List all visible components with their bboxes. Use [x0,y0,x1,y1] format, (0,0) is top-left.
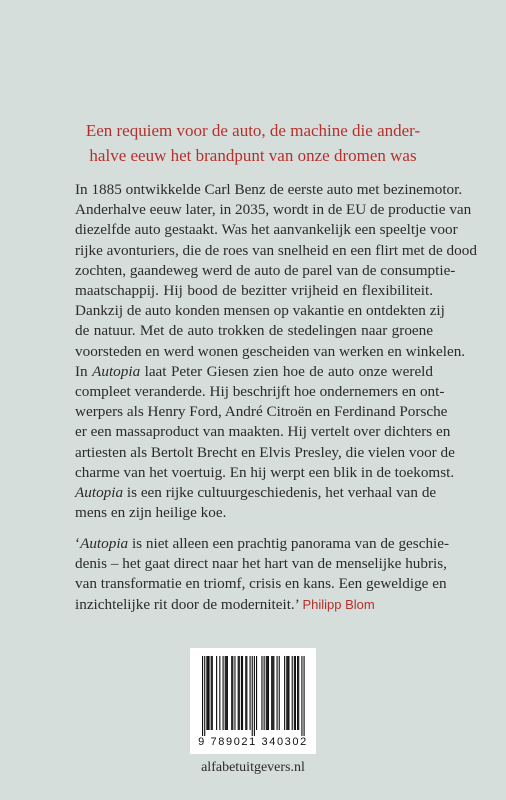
barcode-bar [287,656,288,730]
barcode-bar [246,656,247,730]
blurb-line: mens en zijn heilige koe. [75,504,227,522]
barcode-bar [234,656,235,730]
barcode-bar [212,656,213,730]
blurb-text-segment: is een rijke cultuurgeschiedenis, het verhaal van de [123,484,437,502]
barcode-bar [250,656,251,730]
barcode-bar [202,656,203,736]
barcode-bar [266,656,267,730]
blurb-text [75,180,477,523]
barcode-bar [204,656,205,736]
barcode-bar [273,656,274,730]
barcode-bar [207,656,208,730]
barcode [190,648,316,754]
blurb-line: Dankzij de auto konden mensen op vakantie en ontdekten zij [75,302,445,320]
barcode-bar [295,656,296,730]
barcode-bar [294,656,295,730]
barcode-bar [304,656,305,736]
barcode-bar [267,656,268,730]
blurb-line: zochten, gaandeweg werd de auto de parel van de consumptie- [75,261,456,279]
publisher-website: alfabetuitgevers.nl [201,760,305,775]
blurb-line [75,362,433,382]
blurb-line: voorsteden en werd wonen gescheiden van werken en winkelen. [75,342,466,360]
book-title-italic: Autopia [92,362,141,380]
barcode-bar [219,656,220,730]
barcode-bar [245,656,246,730]
barcode-bar [225,656,226,730]
tagline [0,118,506,168]
blurb-line [75,483,437,503]
tagline-line-2: halve eeuw het brandpunt van onze dromen was [89,146,417,165]
tagline-line-1: Een requiem voor de auto, de machine die ander- [85,121,421,140]
barcode-bar [232,656,233,730]
barcode-bar [261,656,262,730]
barcode-bar [279,656,280,730]
quote-line: van transformatie en triomf, crisis en kans. Een geweldige en [75,575,447,593]
barcode-bar [297,656,298,730]
barcode-bar [208,656,209,730]
quote-line [75,534,450,554]
quote-text-segment: inzichtelijke rit door de moderniteit.’ [75,595,299,613]
barcode-bar [286,656,287,730]
barcode-bar [284,656,285,730]
book-title-italic: Autopia [80,535,129,552]
barcode-bar [239,656,240,730]
barcode-bars [190,648,316,738]
barcode-bar [206,656,207,730]
blurb-line: Anderhalve eeuw later, in 2035, wordt in de EU de productie van [75,201,472,219]
barcode-bar [272,656,273,730]
blurb-line: diezelfde auto gestaakt. Was het aanvankelijk een speeltje voor [75,221,458,239]
barcode-bar [231,656,232,730]
quote-line [75,595,433,615]
review-quote [75,534,450,615]
blurb-line: compleet veranderde. Hij beschrijft hoe ondernemers en ont- [75,383,445,401]
barcode-bar [211,656,212,730]
book-title-italic: Autopia [75,484,124,502]
barcode-bar [223,656,224,730]
quote-text-segment: is niet alleen een prachtig panorama van de geschie- [128,535,450,552]
barcode-bar [252,656,253,736]
barcode-bar [256,656,257,730]
blurb-text-segment: laat Peter Giesen zien hoe de auto onze wereld [140,362,433,380]
barcode-bar [238,656,239,730]
quote-open-mark: ‘ [75,535,81,552]
barcode-bar [298,656,299,730]
barcode-bar [254,656,255,736]
blurb-line: charme van het voertuig. En hij werpt een blik in de toekomst. [75,463,455,481]
blurb-line: er een massaproduct van maakten. Hij vertelt over dichters en [75,423,451,441]
barcode-bar [264,656,265,730]
blurb-line: artiesten als Bertolt Brecht en Elvis Presley, die vielen voor de [75,443,455,461]
blurb-line: maatschappij. Hij bood de bezitter vrijheid en flexibiliteit. [75,282,433,300]
barcode-bar [271,656,272,730]
quote-author: Philipp Blom [302,596,375,612]
blurb-line: In 1885 ontwikkelde Carl Benz de eerste auto met bezinemotor. [75,181,463,198]
blurb-text-segment: In [75,362,93,380]
barcode-bar [226,656,227,730]
blurb-line: rijke avonturiers, die de roes van snelheid en een flirt met de dood [75,241,477,259]
barcode-bar [301,656,302,736]
isbn-number: 9 789021 340302 [198,736,308,748]
barcode-bar [277,656,278,730]
blurb-line: de natuur. Met de auto trokken de stedelingen naar groene [75,322,433,340]
barcode-bar [227,656,228,730]
barcode-bar [242,656,243,730]
blurb-line: werpers als Henry Ford, André Citroën en Ferdinand Porsche [75,403,448,421]
quote-line: denis – het gaat direct naar het hart van de menselijke hubris, [75,555,447,573]
barcode-bar [241,656,242,730]
barcode-bar [288,656,289,730]
barcode-bar [292,656,293,730]
barcode-bar [268,656,269,730]
barcode-bar [216,656,217,730]
